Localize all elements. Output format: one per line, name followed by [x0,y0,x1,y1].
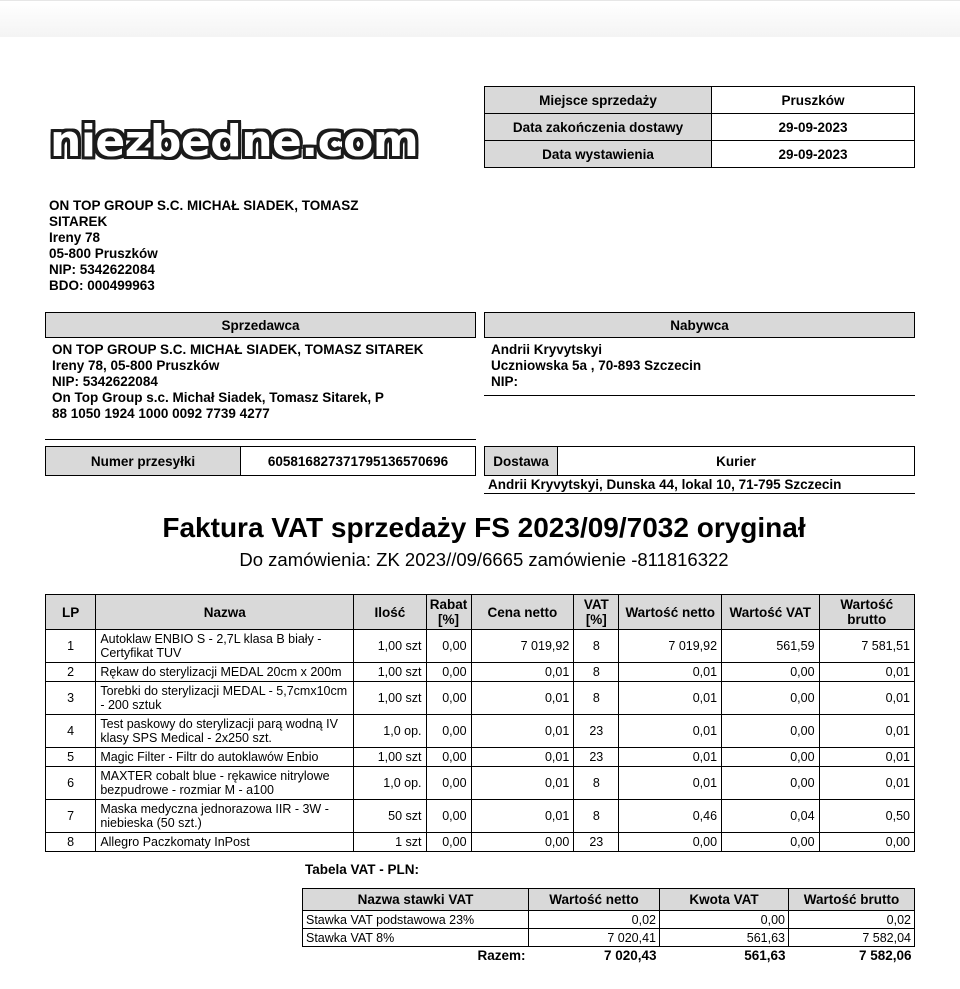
col-header: Wartość brutto [819,595,914,630]
vat-amount: 561,63 [660,929,789,947]
meta-row-delivery-date [485,114,915,141]
item-net-price: 7 019,92 [471,630,574,663]
col-header: Wartość brutto [789,889,915,911]
item-lp: 5 [46,748,96,767]
vat-rate-row [303,929,915,947]
item-vat-rate: 8 [574,630,619,663]
total-vat: 561,63 [744,948,786,963]
delivery-label: Dostawa [485,447,558,476]
item-lp: 2 [46,663,96,682]
col-header: VAT [%] [574,595,619,630]
vat-table-label: Tabela VAT - PLN: [305,862,420,877]
item-vat-rate: 23 [574,715,619,748]
delivery-method: Kurier [558,447,915,476]
item-lp: 4 [46,715,96,748]
company-address-block [49,198,389,294]
item-net-price: 0,01 [471,748,574,767]
item-vat-value: 0,00 [722,833,819,852]
item-discount: 0,00 [426,800,471,833]
item-vat-value: 0,00 [722,663,819,682]
item-gross-value: 0,50 [819,800,914,833]
col-header: Wartość netto [619,595,722,630]
item-discount: 0,00 [426,748,471,767]
item-row [46,833,915,852]
item-discount: 0,00 [426,767,471,800]
item-qty: 1,0 op. [354,715,426,748]
buyer-box [484,312,915,396]
item-net-value: 0,01 [619,767,722,800]
col-header: Nazwa [96,595,354,630]
item-qty: 1,00 szt [354,682,426,715]
buyer-line: Andrii Kryvytskyi [491,342,603,357]
shipment-number-table [45,446,476,476]
item-discount: 0,00 [426,682,471,715]
invoice-meta-table [484,86,915,168]
vat-net-value: 0,02 [529,911,660,929]
company-city: 05-800 Pruszków [49,246,158,261]
col-header: Cena netto [471,595,574,630]
company-name-line: ON TOP GROUP S.C. MICHAŁ SIADEK, TOMASZ [49,198,359,213]
item-lp: 1 [46,630,96,663]
item-name: Torebki do sterylizacji MEDAL - 5,7cmx10cm - 200 sztuk [96,682,354,715]
item-name: MAXTER cobalt blue - rękawice nitrylowe bezpudrowe - rozmiar M - a100 [96,767,354,800]
item-gross-value: 0,01 [819,767,914,800]
item-name: Maska medyczna jednorazowa IIR - 3W - niebieska (50 szt.) [96,800,354,833]
item-lp: 7 [46,800,96,833]
item-name: Magic Filter - Filtr do autoklawów Enbio [96,748,354,767]
seller-header: Sprzedawca [45,312,476,338]
item-qty: 1 szt [354,833,426,852]
item-vat-value: 0,00 [722,715,819,748]
vat-rate-name: Stawka VAT 8% [303,929,529,947]
item-net-value: 0,01 [619,748,722,767]
shipment-label: Numer przesyłki [46,447,241,476]
item-qty: 1,00 szt [354,663,426,682]
vat-amount: 0,00 [660,911,789,929]
item-vat-rate: 8 [574,800,619,833]
shipment-number: 6058168273717951365706​96 [241,447,476,476]
item-row [46,715,915,748]
item-lp: 6 [46,767,96,800]
meta-value: Pruszków [712,87,915,114]
item-vat-value: 0,00 [722,748,819,767]
invoice-subtitle: Do zamówienia: ZK 2023//09/6665 zamówienie -811816322 [239,549,729,570]
total-net: 7 020,43 [603,948,657,963]
vat-total-row [303,947,915,965]
item-qty: 1,0 op. [354,767,426,800]
viewer-top-bar [0,0,960,37]
items-table [45,594,915,852]
item-net-price: 0,01 [471,682,574,715]
total-gross: 7 582,06 [858,948,912,963]
item-name: Rękaw do sterylizacji MEDAL 20cm x 200m [96,663,354,682]
company-name-line: SITAREK [49,214,108,229]
meta-value: 29-09-2023 [712,114,915,141]
item-net-value: 0,01 [619,682,722,715]
item-name: Autoklaw ENBIO S - 2,7L klasa B biały - Certyfikat TUV [96,630,354,663]
item-gross-value: 0,00 [819,833,914,852]
col-header: Wartość netto [529,889,660,911]
total-label: Razem: [477,948,526,963]
buyer-header: Nabywca [484,312,915,338]
meta-label: Miejsce sprzedaży [485,87,712,114]
item-net-price: 0,01 [471,715,574,748]
meta-label: Data wystawienia [485,141,712,168]
item-vat-value: 561,59 [722,630,819,663]
buyer-line: NIP: [491,374,518,389]
item-discount: 0,00 [426,663,471,682]
item-row [46,748,915,767]
item-row [46,767,915,800]
vat-header-row [303,889,915,911]
item-net-value: 0,01 [619,715,722,748]
vat-rate-name: Stawka VAT podstawowa 23% [303,911,529,929]
item-net-value: 0,01 [619,663,722,682]
item-vat-rate: 23 [574,833,619,852]
seller-box [45,312,476,440]
company-bdo: BDO: 000499963 [49,278,155,293]
item-discount: 0,00 [426,715,471,748]
delivery-address: Andrii Kryvytskyi, Dunska 44, lokal 10, 71-795 Szczecin [484,473,915,494]
item-gross-value: 0,01 [819,682,914,715]
buyer-details [484,338,915,396]
item-vat-rate: 23 [574,748,619,767]
col-header: Kwota VAT [660,889,789,911]
item-net-value: 0,46 [619,800,722,833]
item-gross-value: 0,01 [819,663,914,682]
item-gross-value: 0,01 [819,748,914,767]
col-header: Rabat [%] [426,595,471,630]
item-gross-value: 0,01 [819,715,914,748]
item-net-price: 0,01 [471,800,574,833]
item-name: Test paskowy do sterylizacji parą wodną IV klasy SPS Medical - 2x250 szt. [96,715,354,748]
col-header: Ilość [354,595,426,630]
seller-line: Ireny 78, 05-800 Pruszków [52,358,220,373]
meta-row-issue-date [485,141,915,168]
item-qty: 1,00 szt [354,748,426,767]
item-net-value: 7 019,92 [619,630,722,663]
item-vat-value: 0,00 [722,767,819,800]
company-street: Ireny 78 [49,230,101,245]
item-vat-rate: 8 [574,682,619,715]
seller-line: ON TOP GROUP S.C. MICHAŁ SIADEK, TOMASZ SITAREK [52,342,424,357]
col-header: Nazwa stawki VAT [303,889,529,911]
seller-line: 88 1050 1924 1000 0092 7739 4277 [52,406,270,421]
invoice-title: Faktura VAT sprzedaży FS 2023/09/7032 oryginał [162,512,806,543]
item-vat-value: 0,00 [722,682,819,715]
item-gross-value: 7 581,51 [819,630,914,663]
item-discount: 0,00 [426,833,471,852]
meta-value: 29-09-2023 [712,141,915,168]
seller-details [45,338,476,440]
meta-label: Data zakończenia dostawy [485,114,712,141]
vat-gross-value: 0,02 [789,911,915,929]
item-vat-rate: 8 [574,663,619,682]
item-lp: 3 [46,682,96,715]
item-net-price: 0,01 [471,663,574,682]
items-header-row [46,595,915,630]
vat-summary-table [302,888,915,964]
item-qty: 1,00 szt [354,630,426,663]
seller-line: On Top Group s.c. Michał Siadek, Tomasz Sitarek, P [52,390,384,405]
item-row [46,682,915,715]
item-discount: 0,00 [426,630,471,663]
item-vat-rate: 8 [574,767,619,800]
item-net-price: 0,01 [471,767,574,800]
delivery-table [484,446,915,476]
col-header: LP [46,595,96,630]
buyer-line: Uczniowska 5a , 70-893 Szczecin [491,358,702,373]
item-vat-value: 0,04 [722,800,819,833]
store-logo: niezbedne.com [50,116,419,167]
item-net-price: 0,00 [471,833,574,852]
item-row [46,800,915,833]
company-nip: NIP: 5342622084 [49,262,155,277]
seller-line: NIP: 5342622084 [52,374,158,389]
item-row [46,663,915,682]
vat-rate-row [303,911,915,929]
item-name: Allegro Paczkomaty InPost [96,833,354,852]
item-net-value: 0,00 [619,833,722,852]
vat-gross-value: 7 582,04 [789,929,915,947]
meta-row-place [485,87,915,114]
item-row [46,630,915,663]
item-lp: 8 [46,833,96,852]
vat-net-value: 7 020,41 [529,929,660,947]
item-qty: 50 szt [354,800,426,833]
col-header: Wartość VAT [722,595,819,630]
